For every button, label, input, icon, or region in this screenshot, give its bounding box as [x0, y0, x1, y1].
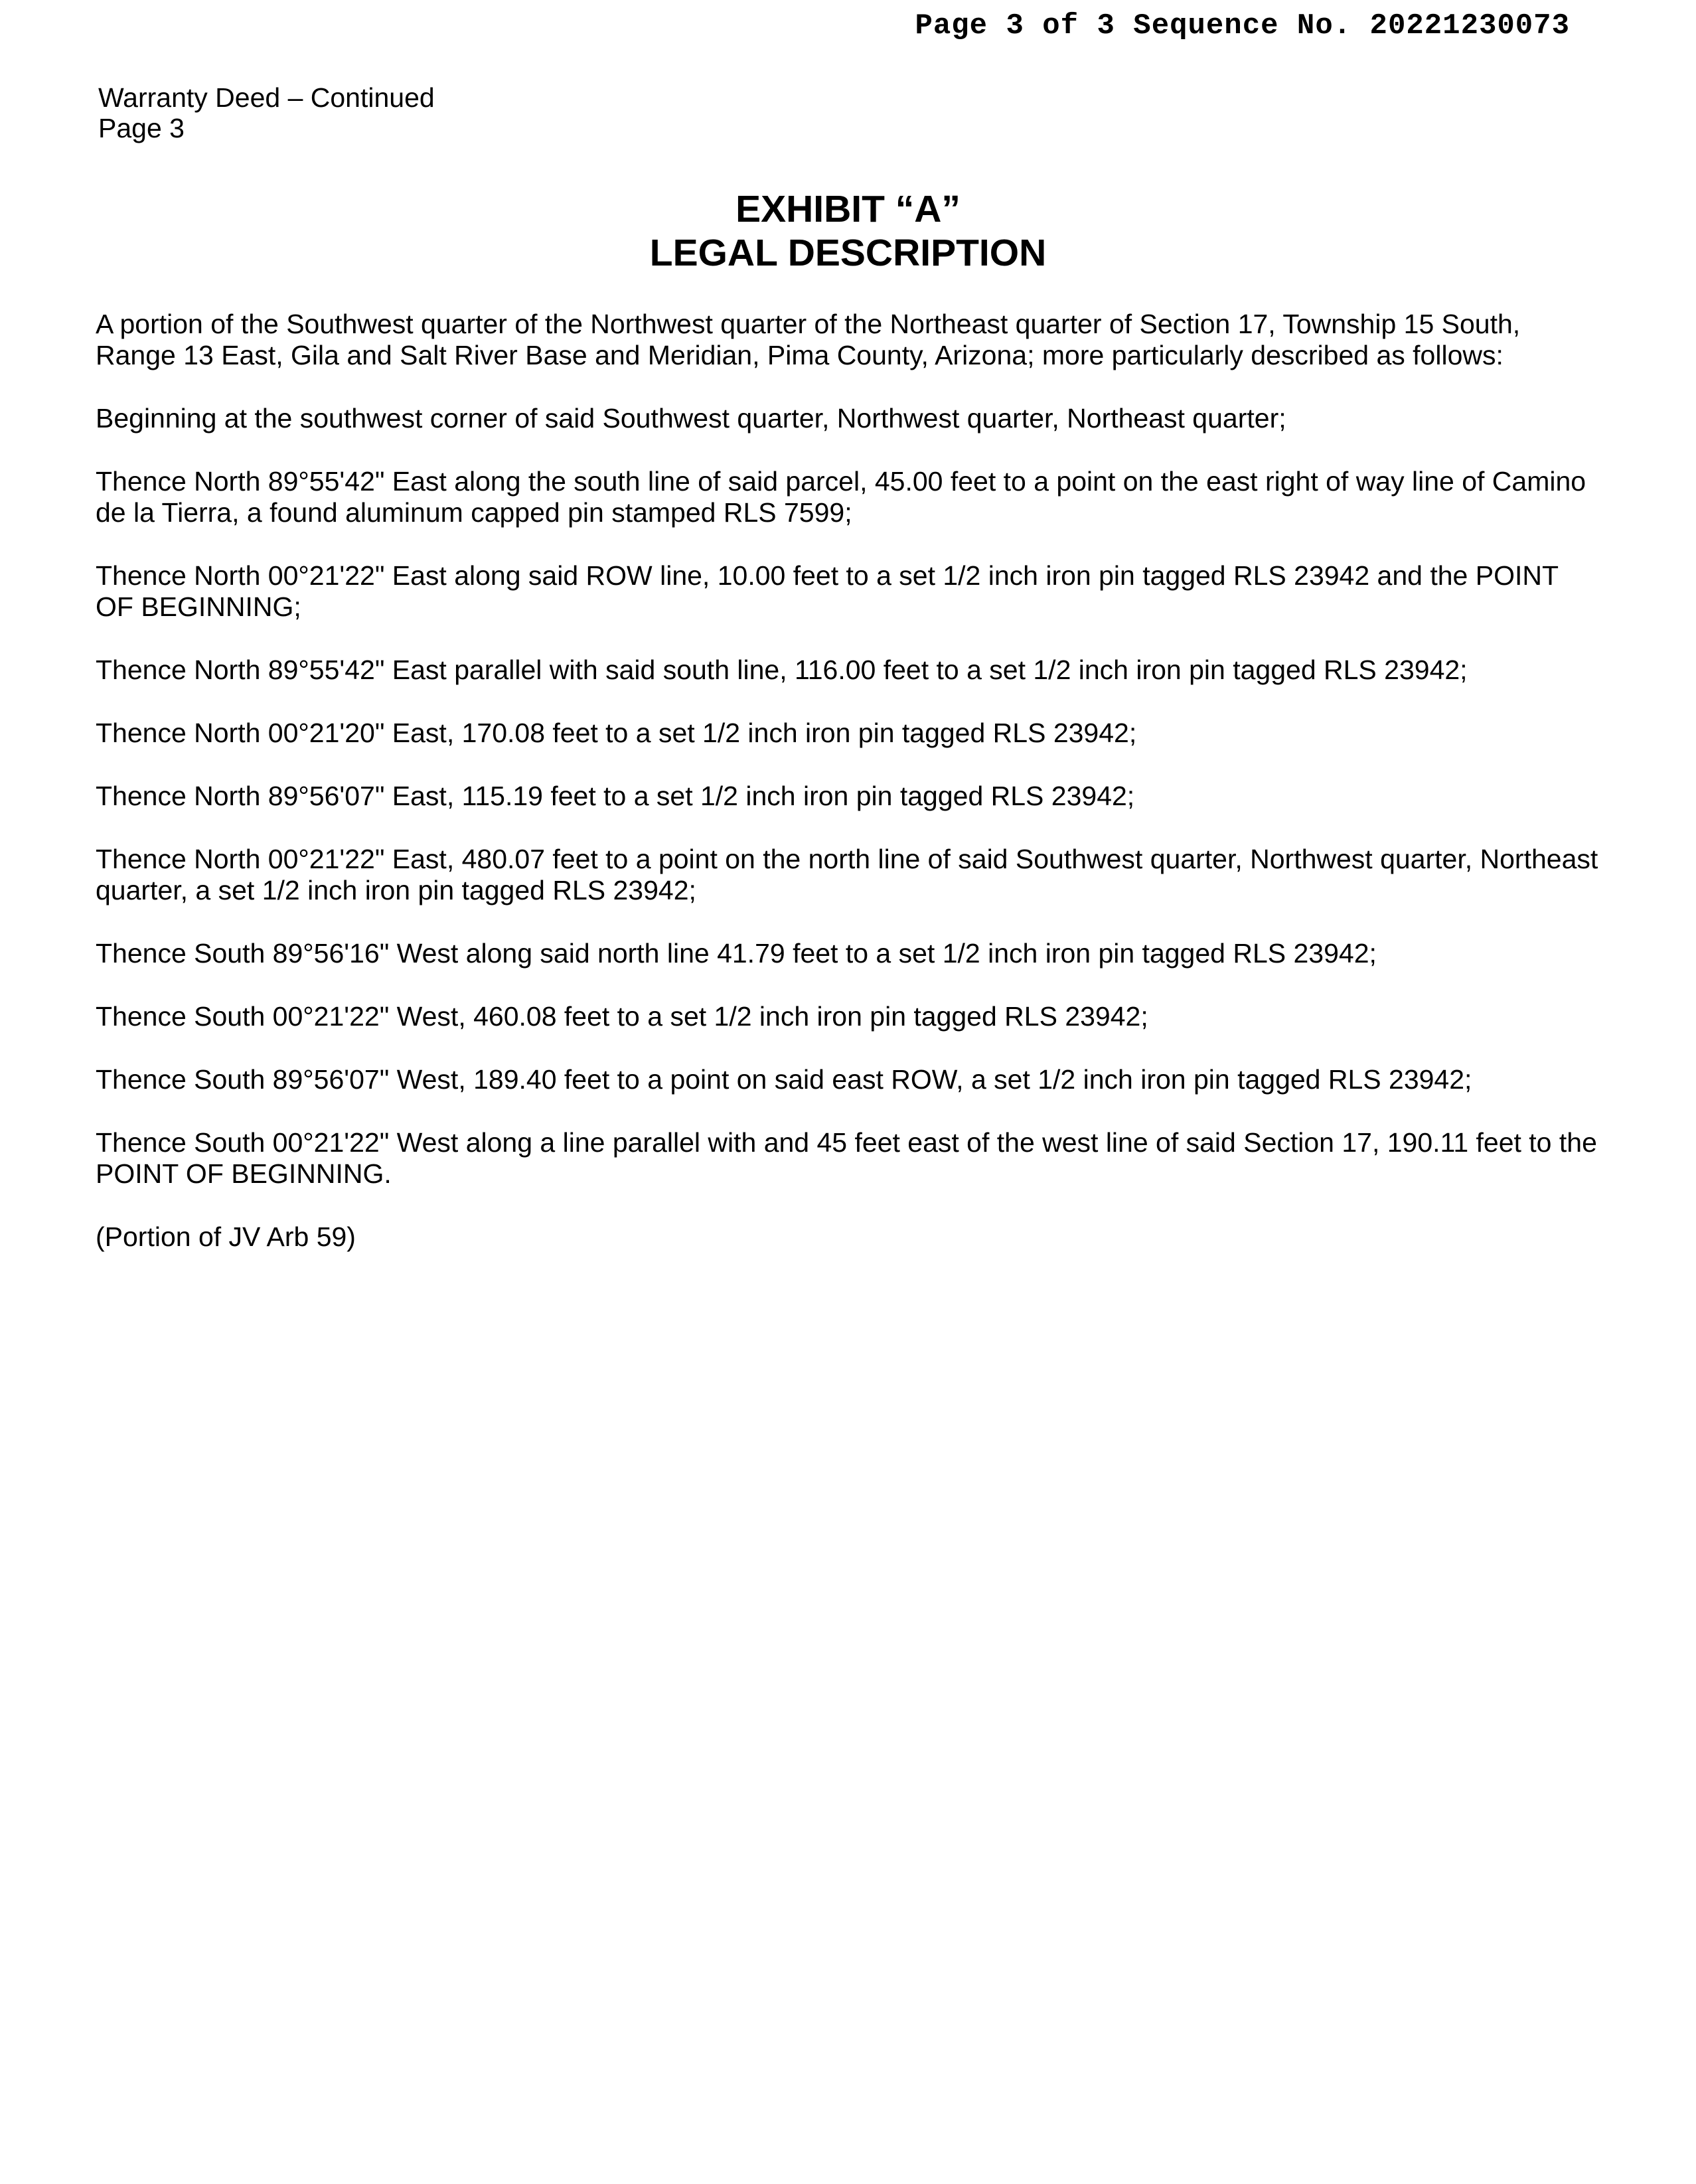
- legal-description-paragraph: Thence North 00°21'20" East, 170.08 feet to a set 1/2 inch iron pin tagged RLS 23942;: [96, 718, 1137, 748]
- document-header-title: Warranty Deed – Continued: [98, 82, 435, 113]
- legal-description-paragraph: Thence North 89°55'42" East parallel with said south line, 116.00 feet to a set 1/2 inch iron pin tagged RLS 23942;: [96, 655, 1468, 685]
- exhibit-title: EXHIBIT “A”: [735, 188, 961, 230]
- legal-description-paragraph: Thence North 00°21'22" East, 480.07 feet to a point on the north line of said Southwest quarter, Northwest quarter, Northeast quarter, a set 1/2 inch iron pin tagged RLS 23942;: [96, 844, 1598, 905]
- legal-description-paragraph: Thence South 00°21'22" West along a line parallel with and 45 feet east of the west line of said Section 17, 190.11 feet to the POINT OF BEGINNING.: [96, 1127, 1597, 1189]
- document-header: [98, 82, 435, 143]
- exhibit-subtitle: LEGAL DESCRIPTION: [649, 232, 1047, 274]
- portion-note: (Portion of JV Arb 59): [96, 1221, 356, 1252]
- legal-description-paragraph: Thence South 89°56'07" West, 189.40 feet to a point on said east ROW, a set 1/2 inch iron pin tagged RLS 23942;: [96, 1064, 1472, 1095]
- exhibit-heading: [0, 187, 1696, 275]
- document-header-page: Page 3: [98, 113, 185, 143]
- legal-description-paragraph: Thence North 89°56'07" East, 115.19 feet to a set 1/2 inch iron pin tagged RLS 23942;: [96, 781, 1135, 811]
- legal-description-paragraph: A portion of the Southwest quarter of the Northwest quarter of the Northeast quarter of Section 17, Township 15 South, Range 13 East, Gila and Salt River Base and Meridian, Pima County, Arizona; more particularly described as follows:: [96, 309, 1521, 370]
- legal-description-paragraph: Thence North 89°55'42" East along the south line of said parcel, 45.00 feet to a point on the east right of way line of Camino de la Tierra, a found aluminum capped pin stamped RLS 7599;: [96, 466, 1586, 528]
- legal-description-paragraph: Thence South 89°56'16" West along said north line 41.79 feet to a set 1/2 inch iron pin tagged RLS 23942;: [96, 938, 1377, 969]
- legal-description-paragraph: Thence North 00°21'22" East along said ROW line, 10.00 feet to a set 1/2 inch iron pin tagged RLS 23942 and the POINT OF BEGINNING;: [96, 560, 1559, 622]
- legal-description-paragraph: Beginning at the southwest corner of said Southwest quarter, Northwest quarter, Northeast quarter;: [96, 403, 1286, 433]
- page-sequence-stamp: Page 3 of 3 Sequence No. 20221230073: [915, 9, 1570, 42]
- legal-description-body: [96, 309, 1602, 1285]
- legal-description-paragraph: Thence South 00°21'22" West, 460.08 feet to a set 1/2 inch iron pin tagged RLS 23942;: [96, 1001, 1148, 1032]
